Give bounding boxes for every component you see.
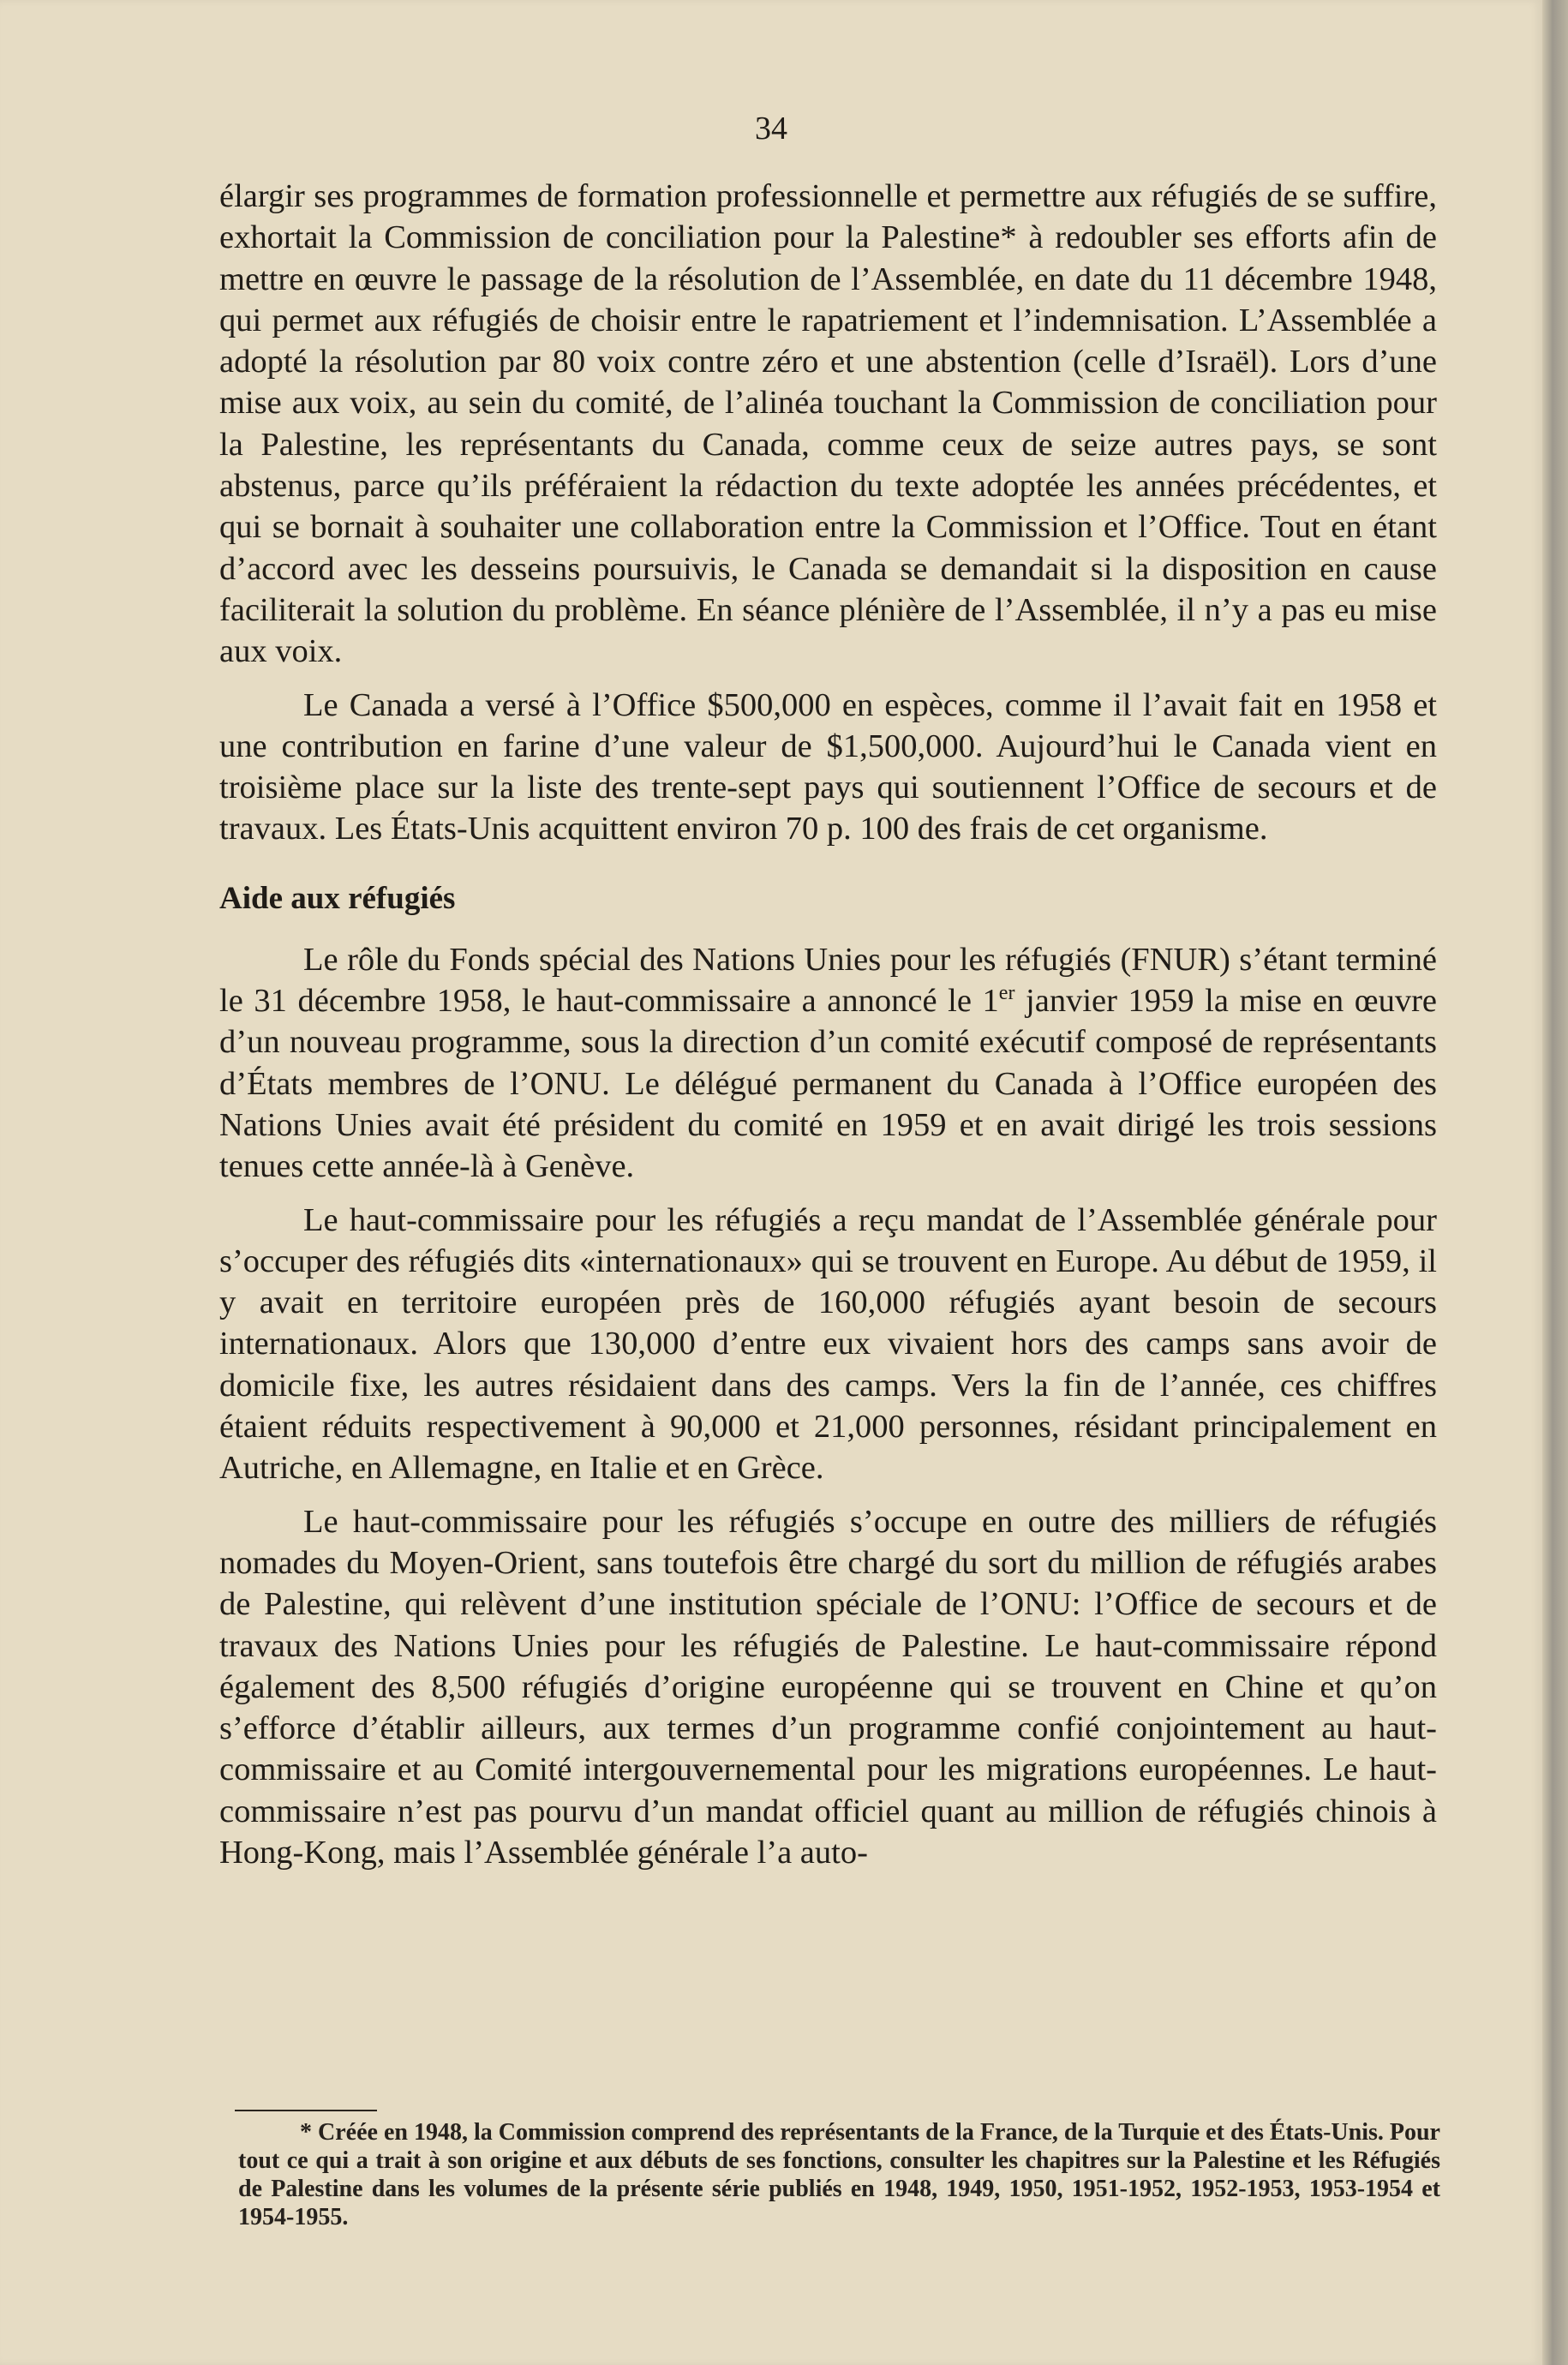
page-edge — [1542, 0, 1568, 2365]
paragraph-refugees-europe: Le haut-commissaire pour les réfugiés a reçu mandat de l’Assemblée générale pour s’occuper des réfugiés dits «internationaux» qui se trouvent en Europe. Au début de 1959, il y avait en territoire européen près de 160,000 réfugiés ayant besoin de secours internationaux. Alors que 130,000 d’entre eux vivaient hors des camps sans avoir de domicile fixe, les autres résidaient dans des camps. Vers la fin de l’année, ces chiffres étaient réduits respectivement à 90,000 et 21,000 personnes, résidant principalement en Autriche, en Allemagne, en Italie et en Grèce. — [219, 1201, 1437, 1487]
paragraph-refugees-middle-east: Le haut-commissaire pour les réfugiés s’occupe en outre des milliers de réfugiés nomades du Moyen-Orient, sans toutefois être chargé du sort du million de réfugiés arabes de Palestine, qui relèvent d’une institution spéciale de l’ONU: l’Office de secours et de travaux des Nations Unies pour les réfugiés de Palestine. Le haut-commissaire répond également des 8,500 réfugiés d’origine européenne qui se trouvent en Chine et qu’on s’efforce d’établir ailleurs, aux termes d’un programme confié conjointement au haut-commissaire et au Comité intergouvernemental pour les migrations européennes. Le haut-commissaire n’est pas pourvu d’un mandat officiel quant au million de réfugiés chinois à Hong-Kong, mais l’Assemblée générale l’a auto- — [219, 1503, 1437, 1871]
page-number: 34 — [755, 111, 787, 147]
paragraph-canada-contribution: Le Canada a versé à l’Office $500,000 en espèces, comme il l’avait fait en 1958 et une contribution en farine d’une valeur de $1,500,000. Aujourd’hui le Canada vient en troisième place sur la liste des trente-sept pays qui soutiennent l’Office de secours et de travaux. Les États-Unis acquittent environ 70 p. 100 des frais de cet organisme. — [219, 686, 1437, 847]
ordinal-superscript: er — [998, 982, 1015, 1005]
section-heading: Aide aux réfugiés — [219, 880, 456, 916]
footnote-text: * Créée en 1948, la Commission comprend des représentants de la France, de la Turquie et des États-Unis. Pour tout ce qui a trait à son origine et aux débuts de ses fonctions, consulter les chapitres sur la Palestine et les Réfugiés de Palestine dans les volumes de la présente série publiés en 1948, 1949, 1950, 1951-1952, 1952-1953, 1953-1954 et 1954-1955. — [238, 2119, 1440, 2230]
paragraph-fnur-text-b: janvier 1959 la mise en œuvre d’un nouveau programme, sous la direction d’un comité exécutif composé de représentants d’États membres de l’ONU. Le délégué permanent du Canada à l’Office européen des Nations Unies avait été président du comité en 1959 et en avait dirigé les trois sessions tenues cette année-là à Genève. — [219, 983, 1437, 1185]
paragraph-fnur-text-a: Le rôle du Fonds spécial des Nations Unies pour les réfugiés (FNUR) s’étant terminé le 31 décembre 1958, le haut-commissaire a annoncé le 1 — [219, 941, 1437, 1020]
paragraph-continuation: élargir ses programmes de formation professionnelle et permettre aux réfugiés de se suffire, exhortait la Commission de conciliation pour la Palestine* à redoubler ses efforts afin de mettre en œuvre le passage de la résolution de l’Assemblée, en date du 11 décembre 1948, qui permet aux réfugiés de choisir entre le rapatriement et l’indemnisation. L’Assemblée a adopté la résolution par 80 voix contre zéro et une abstention (celle d’Israël). Lors d’une mise aux voix, au sein du comité, de l’alinéa touchant la Commission de conciliation pour la Palestine, les représentants du Canada, comme ceux de seize autres pays, se sont abstenus, parce qu’ils préféraient la rédaction du texte adoptée les années précédentes, et qui se bornait à souhaiter une collaboration entre la Commission et l’Office. Tout en étant d’accord avec les desseins poursuivis, le Canada se demandait si la disposition en cause faciliterait la solution du problème. En séance plénière de l’Assemblée, il n’y a pas eu mise aux voix. — [219, 178, 1437, 670]
footnote-rule — [235, 2110, 377, 2111]
body-text — [219, 176, 1437, 1873]
footnote — [238, 2118, 1440, 2231]
paragraph-fnur — [219, 939, 1437, 1188]
